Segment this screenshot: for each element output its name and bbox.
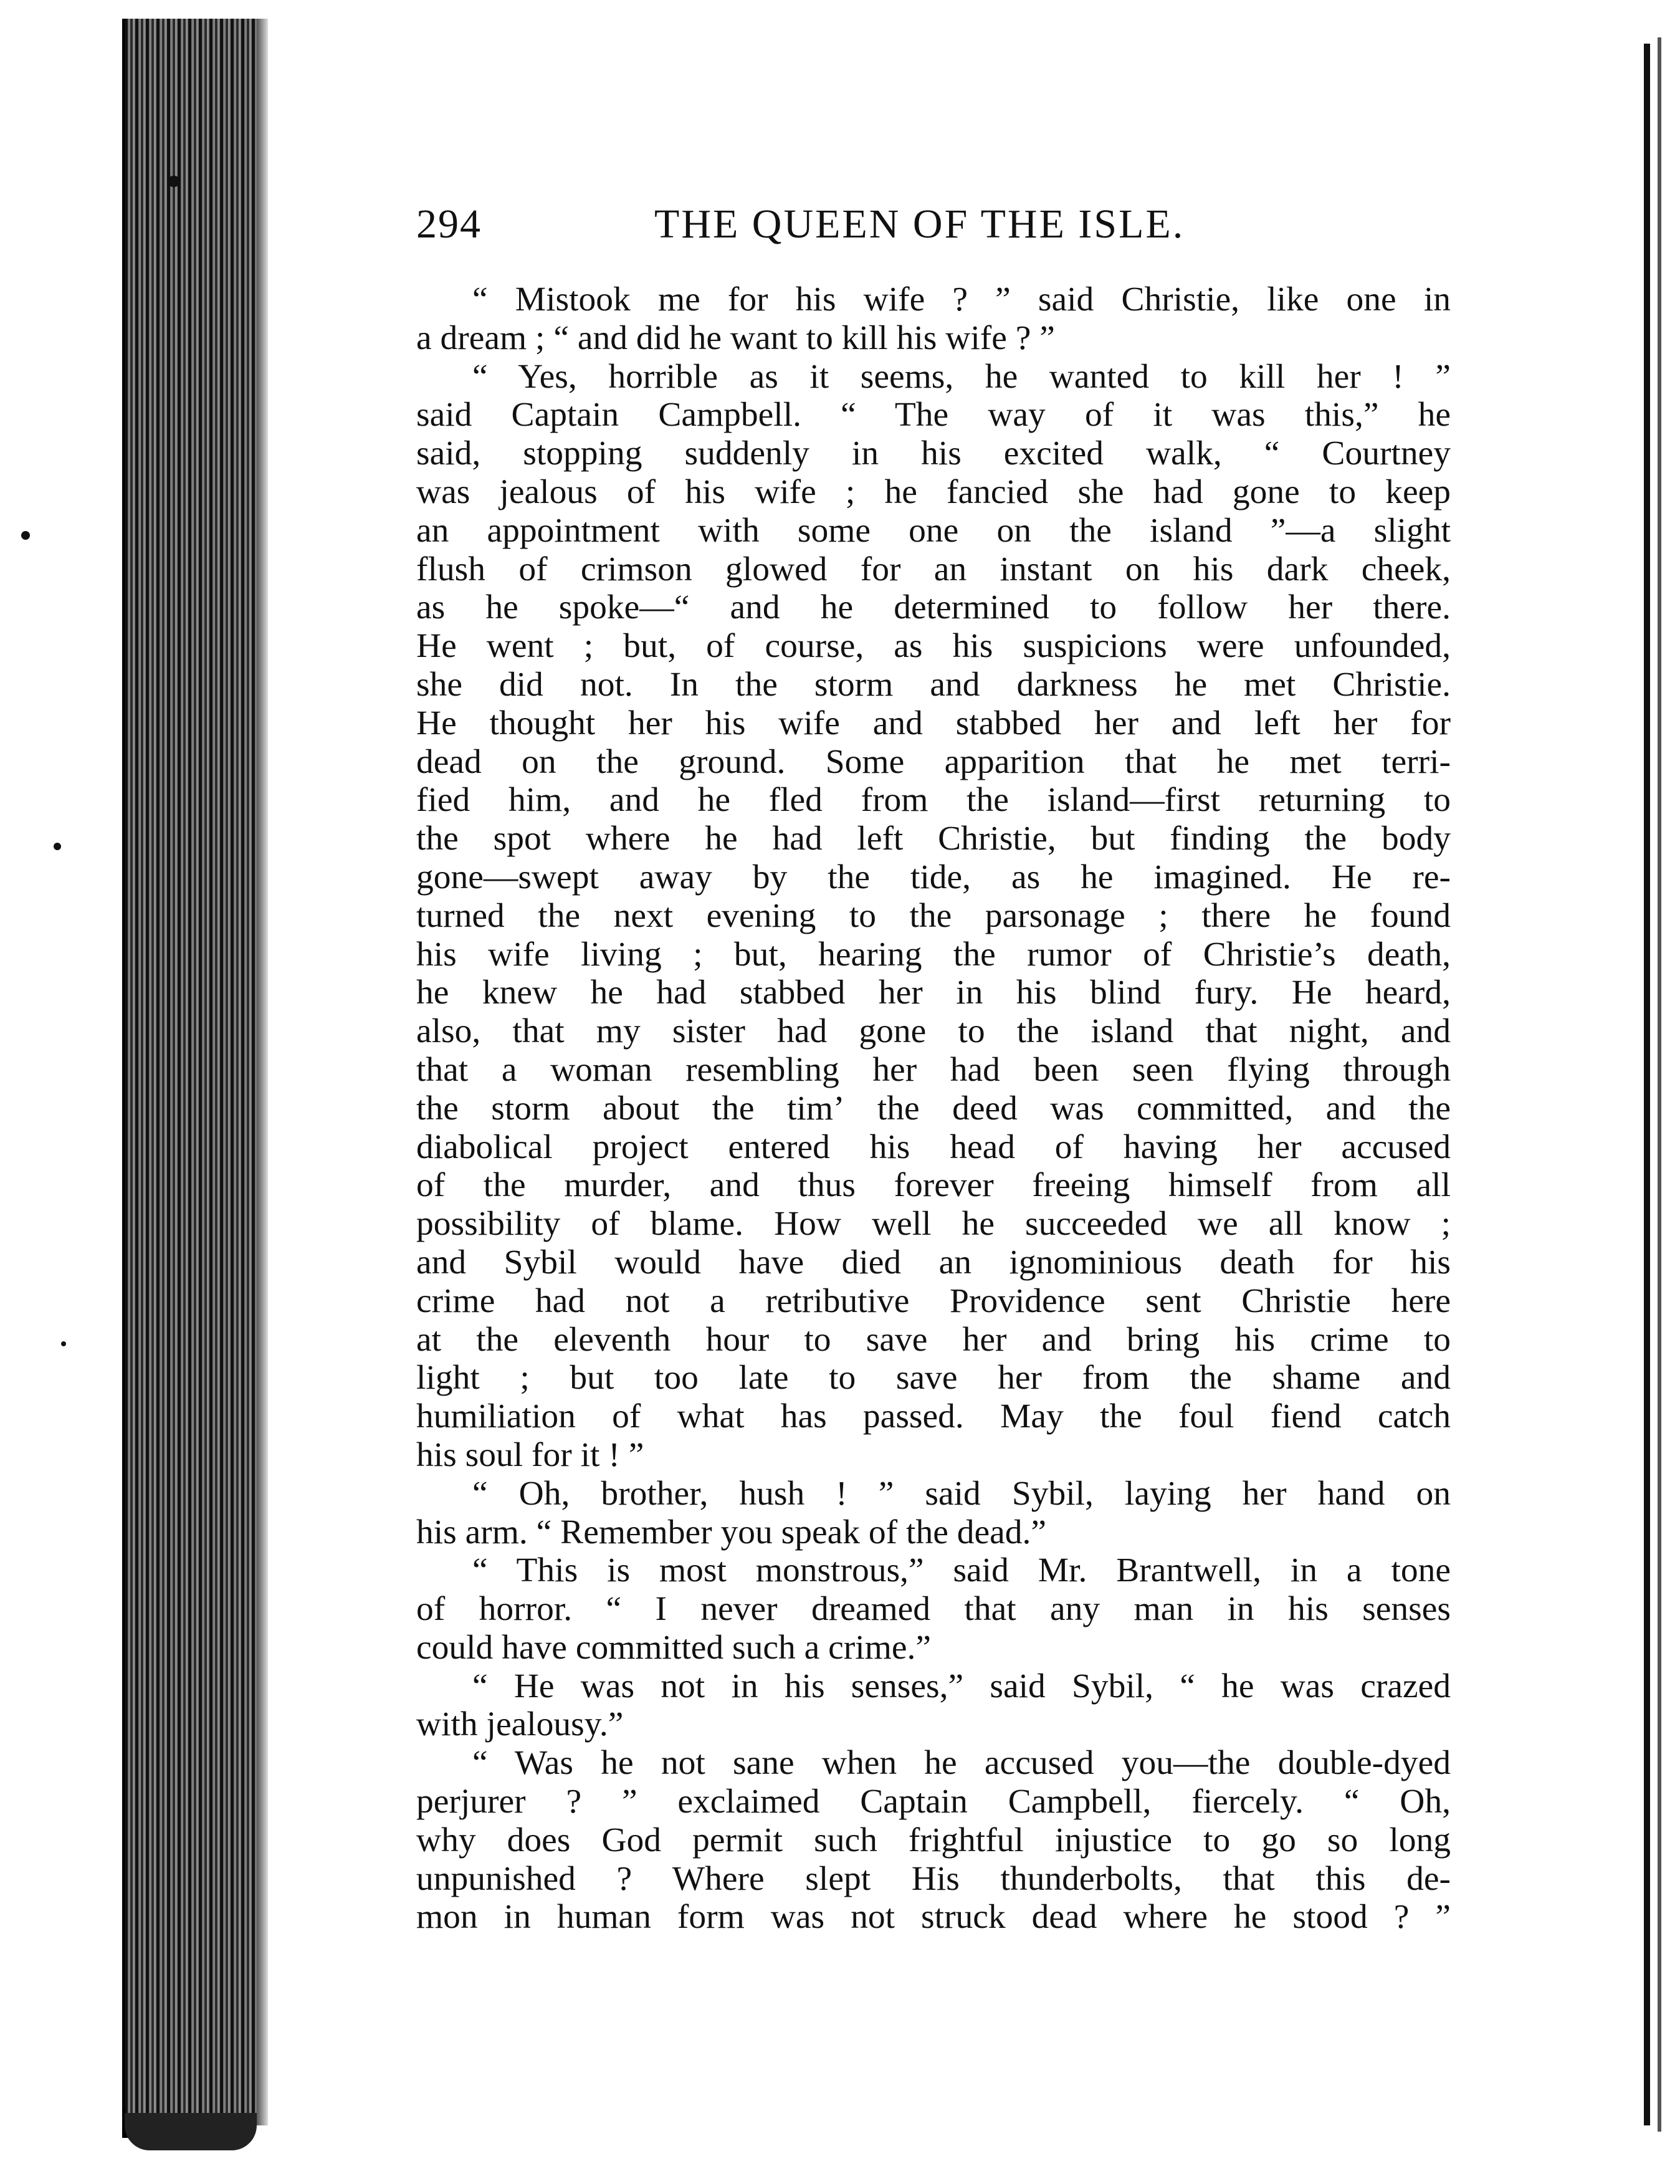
text-line: “ Yes, horrible as it seems, he wanted to kill her ! ” xyxy=(472,357,1451,396)
text-line: unpunished ? Where slept His thunderbolts, that this de- xyxy=(416,1859,1451,1898)
page-number: 294 xyxy=(416,201,482,247)
running-head: THE QUEEN OF THE ISLE. xyxy=(654,201,1185,247)
text-line: his soul for it ! ” xyxy=(416,1435,644,1474)
text-line: “ He was not in his senses,” said Sybil, “ he was crazed xyxy=(472,1667,1451,1705)
text-line: with jealousy.” xyxy=(416,1705,624,1744)
page-header xyxy=(416,201,1451,251)
text-line: that a woman resembling her had been seen flying through xyxy=(416,1050,1451,1089)
body-text xyxy=(416,280,1451,1937)
text-line: the storm about the timʼ the deed was committed, and the xyxy=(416,1089,1451,1128)
text-line: “ Was he not sane when he accused you—the double-dyed xyxy=(472,1744,1451,1783)
text-line: flush of crimson glowed for an instant on his dark cheek, xyxy=(416,550,1451,588)
text-line: humiliation of what has passed. May the foul fiend catch xyxy=(416,1397,1451,1436)
text-line: she did not. In the storm and darkness he met Christie. xyxy=(416,665,1451,704)
text-line: could have committed such a crime.” xyxy=(416,1628,932,1667)
text-line: at the eleventh hour to save her and bring his crime to xyxy=(416,1320,1451,1359)
text-line: diabolical project entered his head of having her accused xyxy=(416,1128,1451,1166)
text-line: his wife living ; but, hearing the rumor of Christie’s death, xyxy=(416,935,1451,974)
margin-speck xyxy=(21,531,30,540)
facing-page-edge xyxy=(1644,44,1650,2125)
margin-speck xyxy=(167,176,181,187)
margin-speck xyxy=(54,843,61,850)
text-line: a dream ; “ and did he want to kill his wife ? ” xyxy=(416,318,1055,357)
text-line: “ Oh, brother, hush ! ” said Sybil, laying her hand on xyxy=(472,1474,1451,1513)
text-line: an appointment with some one on the island ”—a slight xyxy=(416,511,1451,550)
text-line: crime had not a retributive Providence sent Christie here xyxy=(416,1281,1451,1320)
text-line: mon in human form was not struck dead where he stood ? ” xyxy=(416,1898,1451,1937)
text-line: “ This is most monstrous,” said Mr. Brantwell, in a tone xyxy=(472,1551,1451,1590)
text-line: and Sybil would have died an ignominious death for his xyxy=(416,1243,1451,1281)
text-line: his arm. “ Remember you speak of the dead.” xyxy=(416,1513,1046,1551)
text-line: fied him, and he fled from the island—first returning to xyxy=(416,781,1451,820)
margin-speck xyxy=(61,1341,66,1346)
gutter-shadow xyxy=(257,19,268,2125)
text-line: gone—swept away by the tide, as he imagined. He re- xyxy=(416,858,1451,896)
text-line: turned the next evening to the parsonage ; there he found xyxy=(416,896,1451,935)
text-line: as he spoke—“ and he determined to follow her there. xyxy=(416,588,1451,627)
text-line: said Captain Campbell. “ The way of it was this,” he xyxy=(416,396,1451,434)
text-line: said, stopping suddenly in his excited walk, “ Courtney xyxy=(416,434,1451,473)
text-line: possibility of blame. How well he succeeded we all know ; xyxy=(416,1205,1451,1243)
text-line: he knew he had stabbed her in his blind fury. He heard, xyxy=(416,974,1451,1012)
text-line: dead on the ground. Some apparition that he met terri- xyxy=(416,742,1451,781)
text-line: of horror. “ I never dreamed that any man in his senses xyxy=(416,1590,1451,1629)
facing-page-edge-shadow xyxy=(1658,37,1661,2132)
text-line: was jealous of his wife ; he fancied she had gone to keep xyxy=(416,472,1451,511)
text-line: why does God permit such frightful injustice to go so long xyxy=(416,1821,1451,1859)
text-line: the spot where he had left Christie, but finding the body xyxy=(416,820,1451,858)
text-line: also, that my sister had gone to the island that night, and xyxy=(416,1012,1451,1051)
text-line: light ; but too late to save her from the shame and xyxy=(416,1359,1451,1397)
text-line: perjurer ? ” exclaimed Captain Campbell, fiercely. “ Oh, xyxy=(416,1783,1451,1821)
text-line: “ Mistook me for his wife ? ” said Christie, like one in xyxy=(472,280,1451,318)
page-stack-edge xyxy=(125,19,257,2125)
text-line: He went ; but, of course, as his suspicions were unfounded, xyxy=(416,627,1451,666)
text-line: He thought her his wife and stabbed her and left her for xyxy=(416,704,1451,742)
text-line: of the murder, and thus forever freeing himself from all xyxy=(416,1166,1451,1205)
